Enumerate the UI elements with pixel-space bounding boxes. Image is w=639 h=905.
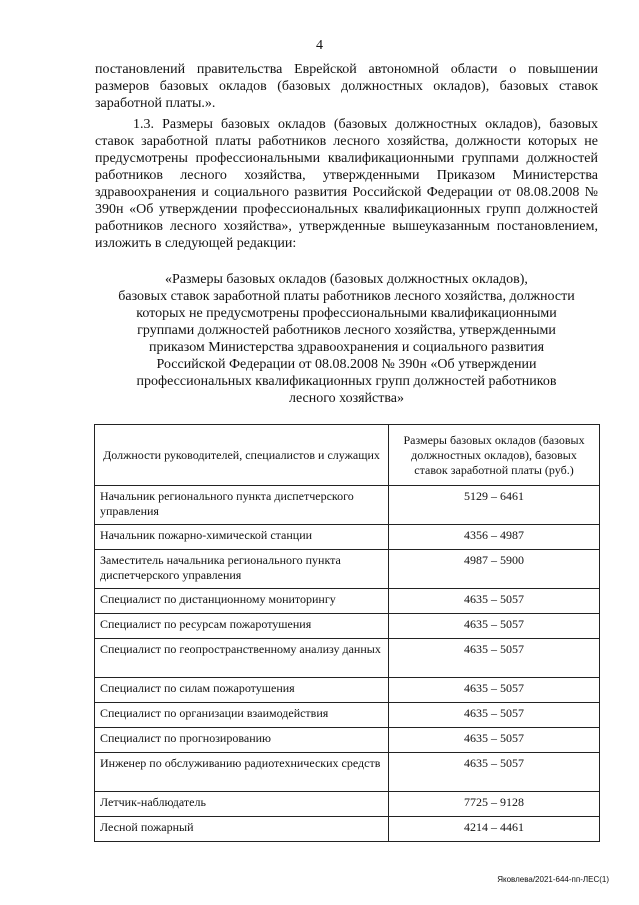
table-title-line: профессиональных квалификационных групп должностей работников <box>136 374 557 389</box>
table-row <box>95 486 600 525</box>
position-cell: Специалист по организации взаимодействия <box>95 703 389 728</box>
rate-cell: 4635 – 5057 <box>389 678 600 703</box>
position-cell: Начальник пожарно-химической станции <box>95 525 389 550</box>
document-code: Яковлева/2021-644-пп-ЛЕС(1) <box>497 875 609 884</box>
rate-cell: 4987 – 5900 <box>389 550 600 589</box>
rate-cell: 4635 – 5057 <box>389 639 600 678</box>
table-row <box>95 589 600 614</box>
rate-cell: 4635 – 5057 <box>389 753 600 792</box>
position-cell: Специалист по силам пожаротушения <box>95 678 389 703</box>
table-row <box>95 753 600 792</box>
page-number: 4 <box>316 38 323 53</box>
position-cell: Специалист по геопространственному анализу данных <box>95 639 389 678</box>
paragraph-continuation: постановлений правительства Еврейской автономной области о повышении размеров базовых окладов (базовых должностных окладов), базовых ставок заработной платы.». <box>95 62 598 111</box>
rate-cell: 7725 – 9128 <box>389 792 600 817</box>
table-row <box>95 817 600 842</box>
table-title-line: «Размеры базовых окладов (базовых должностных окладов), <box>165 272 528 287</box>
table-row <box>95 703 600 728</box>
rate-cell: 4635 – 5057 <box>389 703 600 728</box>
position-cell: Лесной пожарный <box>95 817 389 842</box>
table-row <box>95 728 600 753</box>
position-cell: Заместитель начальника регионального пункта диспетчерского управления <box>95 550 389 589</box>
header-rates: Размеры базовых окладов (базовых должностных окладов), базовых ставок заработной платы (руб.) <box>389 425 600 486</box>
position-cell: Начальник регионального пункта диспетчерского управления <box>95 486 389 525</box>
table-title-line: базовых ставок заработной платы работников лесного хозяйства, должности <box>118 289 575 304</box>
table-row <box>95 525 600 550</box>
table-row <box>95 550 600 589</box>
rate-cell: 4635 – 5057 <box>389 614 600 639</box>
rate-cell: 5129 – 6461 <box>389 486 600 525</box>
position-cell: Специалист по прогнозированию <box>95 728 389 753</box>
rate-cell: 4635 – 5057 <box>389 589 600 614</box>
salary-table <box>94 424 600 842</box>
table-header-row <box>95 425 600 486</box>
table-row <box>95 614 600 639</box>
table-row <box>95 678 600 703</box>
table-title-line: лесного хозяйства» <box>288 391 405 406</box>
paragraph-1-3: 1.3. Размеры базовых окладов (базовых должностных окладов), базовых ставок заработной платы работников лесного хозяйства, должности которых не предусмотрены профессиональными квалификационными группами должностей работников лесного хозяйства, утвержденными Приказом Министерства здравоохранения и социального развития Российской Федерации от 08.08.2008 № 390н «Об утверждении профессиональных квалификационных групп должностей работников лесного хозяйства», утвержденные вышеуказанным постановлением, изложить в следующей редакции: <box>95 117 598 251</box>
table-title-line: приказом Министерства здравоохранения и социального развития <box>148 340 545 355</box>
rate-cell: 4214 – 4461 <box>389 817 600 842</box>
table-title-line: которых не предусмотрены профессиональными квалификационными <box>136 306 557 321</box>
position-cell: Инженер по обслуживанию радиотехнических средств <box>95 753 389 792</box>
rate-cell: 4356 – 4987 <box>389 525 600 550</box>
table-title <box>84 271 609 407</box>
position-cell: Специалист по дистанционному мониторингу <box>95 589 389 614</box>
table-title-line: группами должностей работников лесного хозяйства, утвержденными <box>137 323 556 338</box>
position-cell: Летчик-наблюдатель <box>95 792 389 817</box>
rate-cell: 4635 – 5057 <box>389 728 600 753</box>
header-positions: Должности руководителей, специалистов и служащих <box>95 425 389 486</box>
table-title-line: Российской Федерации от 08.08.2008 № 390н «Об утверждении <box>156 357 537 372</box>
table-row <box>95 639 600 678</box>
position-cell: Специалист по ресурсам пожаротушения <box>95 614 389 639</box>
table-row <box>95 792 600 817</box>
